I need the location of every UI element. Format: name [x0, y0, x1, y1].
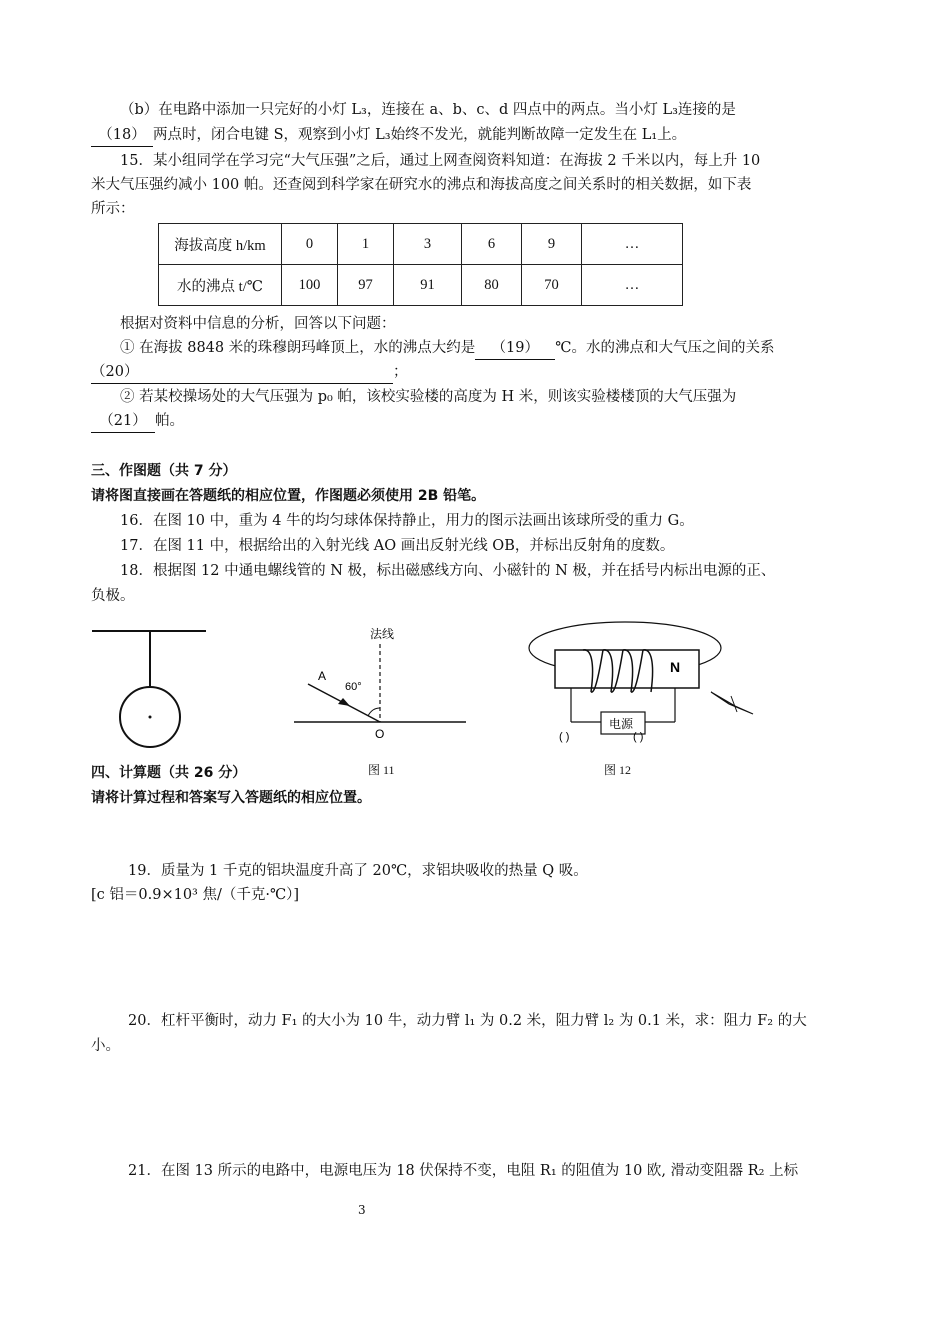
- q18-line2: 负极。: [91, 588, 135, 604]
- point-a-label: A: [318, 669, 327, 683]
- left-polarity-paren[interactable]: ( ): [559, 731, 570, 743]
- angle-arc: [368, 708, 380, 716]
- table-cell: …: [582, 265, 683, 306]
- q21: 21．在图 13 所示的电路中，电源电压为 18 伏保持不变，电阻 R₁ 的阻值为 10 欧, 滑动变阻器 R₂ 上标: [128, 1163, 799, 1179]
- figure-11-caption: 图 11: [368, 763, 395, 777]
- q18-line1: 18．根据图 12 中通电螺线管的 N 极，标出磁感线方向、小磁针的 N 极，并在括号内标出电源的正、: [120, 563, 776, 579]
- q20-line2: 小。: [91, 1038, 120, 1054]
- q15-sub2: ② 若某校操场处的大气压强为 p₀ 帕，该校实验楼的高度为 H 米，则该实验楼楼顶的大气压强为: [120, 389, 737, 405]
- table-cell: 91: [394, 265, 462, 306]
- table-cell: 6: [462, 224, 522, 265]
- q15-sub1-text: ① 在海拔 8848 米的珠穆朗玛峰顶上，水的沸点大约是: [120, 340, 476, 356]
- small-compass-needle: [711, 692, 753, 714]
- incident-arrow: [338, 698, 350, 706]
- table-cell: 80: [462, 265, 522, 306]
- q14b-line2-text: 两点时，闭合电键 S，观察到小灯 L₃始终不发光，就能判断故障一定发生在 L₁上。: [153, 127, 687, 143]
- point-o-label: O: [375, 727, 385, 741]
- ball-center-dot: [149, 716, 152, 719]
- table-cell: 1: [338, 224, 394, 265]
- figure-12-caption: 图 12: [604, 763, 632, 777]
- blank-19[interactable]: （19）: [475, 337, 555, 360]
- q14b-line2: [91, 124, 869, 147]
- q14b-line1: （b）在电路中添加一只完好的小灯 L₃，连接在 a、b、c、d 四点中的两点。当小灯 L₃连接的是: [120, 102, 736, 118]
- q15-line3: 所示：: [91, 201, 135, 217]
- table-cell: 9: [522, 224, 582, 265]
- altitude-boiling-table: [158, 223, 683, 306]
- q15-sub1-cont: [91, 361, 869, 384]
- right-polarity-paren[interactable]: ( ): [633, 731, 644, 743]
- table-cell: 3: [394, 224, 462, 265]
- q15-sub2-end: 帕。: [155, 413, 184, 429]
- normal-label: 法线: [370, 627, 395, 641]
- q15-sub1-end: ；: [393, 364, 408, 380]
- table-cell: 100: [282, 265, 338, 306]
- figure-10-hanging-ball: [88, 625, 213, 755]
- table-cell: 97: [338, 265, 394, 306]
- q17: 17．在图 11 中，根据给出的入射光线 AO 画出反射光线 OB，并标出反射角的度数。: [120, 538, 675, 554]
- q15-sub1: [120, 337, 898, 360]
- section4-note: 请将计算过程和答案写入答题纸的相应位置。: [91, 790, 371, 806]
- table-row-boiling: [159, 265, 683, 306]
- q15-line1: 15．某小组同学在学习完“大气压强”之后，通过上网查阅资料知道：在海拔 2 千米以内，每上升 10: [120, 153, 761, 169]
- figure-12-solenoid: [525, 614, 765, 749]
- section4-title: 四、计算题（共 26 分）: [91, 765, 247, 781]
- q19: 19．质量为 1 千克的铝块温度升高了 20℃，求铝块吸收的热量 Q 吸。: [128, 863, 588, 879]
- table-cell-label: 水的沸点 t/℃: [159, 265, 282, 306]
- north-pole-label: N: [670, 659, 681, 675]
- q15-intro: 根据对资料中信息的分析，回答以下问题：: [120, 316, 396, 332]
- figure-11-reflection: [288, 622, 473, 772]
- q19-constant: [c 铝＝0.9×10³ 焦/（千克·℃）]: [91, 887, 300, 903]
- q15-sub1-text-b: ℃。水的沸点和大气压之间的关系: [555, 340, 775, 356]
- table-cell: 70: [522, 265, 582, 306]
- q20-line1: 20．杠杆平衡时，动力 F₁ 的大小为 10 牛，动力臂 l₁ 为 0.2 米，阻力臂 l₂ 为 0.1 米，求：阻力 F₂ 的大: [128, 1013, 807, 1029]
- power-source-label: 电源: [609, 717, 634, 731]
- blank-20[interactable]: （20）: [91, 361, 393, 384]
- page-number: 3: [358, 1203, 366, 1217]
- q16: 16．在图 10 中，重为 4 牛的均匀球体保持静止，用力的图示法画出该球所受的重力 G。: [120, 513, 694, 529]
- table-cell: …: [582, 224, 683, 265]
- section3-note: 请将图直接画在答题纸的相应位置，作图题必须使用 2B 铅笔。: [91, 488, 486, 504]
- q15-sub2-cont: [91, 410, 869, 433]
- section3-title: 三、作图题（共 7 分）: [91, 463, 237, 479]
- blank-18[interactable]: （18）: [91, 124, 153, 147]
- blank-21[interactable]: （21）: [91, 410, 155, 433]
- angle-label: 60°: [345, 681, 362, 693]
- table-cell: 0: [282, 224, 338, 265]
- q15-line2: 米大气压强约减小 100 帕。还查阅到科学家在研究水的沸点和海拔高度之间关系时的相关数据，如下表: [91, 177, 752, 193]
- table-cell-label: 海拔高度 h/km: [159, 224, 282, 265]
- table-row-altitude: [159, 224, 683, 265]
